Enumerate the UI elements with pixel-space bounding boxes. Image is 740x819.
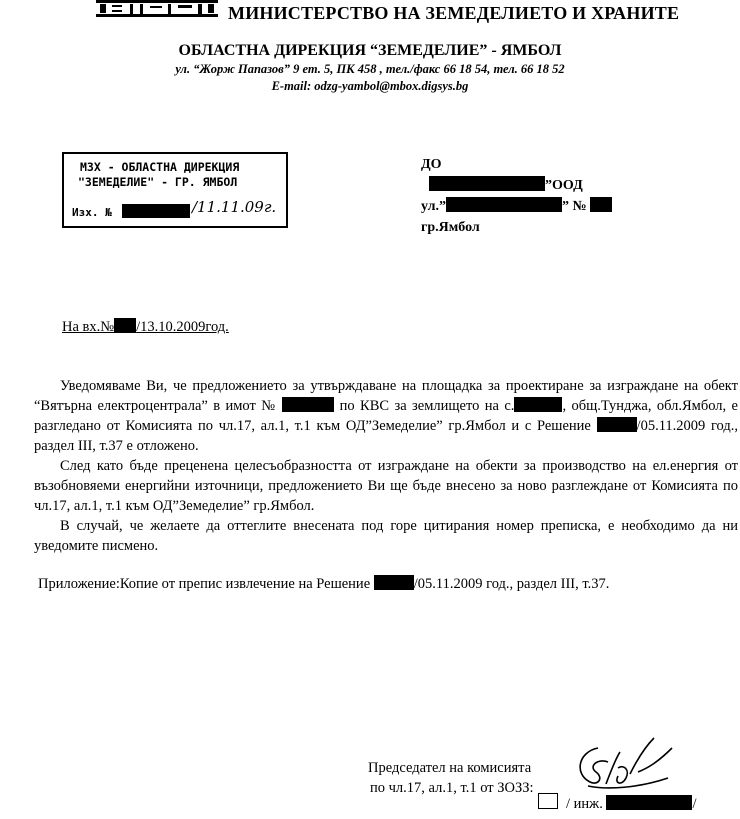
body-paragraph-2: След като бъде преценена целесъобразността от изграждане на обекти за производство на ел.енергия от възобновяеми енергийни източници, предложението Ви ще бъде внесено за ново разглеждане от Комисията по чл.17, ал.1, т.1 към ОД”Земеделие” гр.Ямбол. [34, 458, 738, 514]
body-p1-part-c: , общ.Тунджа, обл.Ямбол, е разгледано от Комисията по чл.17, ал.1, т.1 към ОД”Земеделие” гр.Ямбол и с Решение [34, 398, 738, 434]
body-p1-part-a: Уведомяваме Ви, че предложението за утвърждаване на площадка за проектиране за изграждане на обект “Вятърна електроцентрала” в имот № [34, 378, 738, 414]
stamp-number-row [72, 204, 190, 219]
signatory-basis: по чл.17, ал.1, т.1 от ЗОЗЗ: [370, 780, 534, 796]
recipient-company [421, 175, 612, 196]
recipient-street-suffix: ” № [562, 199, 587, 214]
redaction-bar [514, 397, 562, 412]
stamp-line-2: "ЗЕМЕДЕЛИЕ" - ГР. ЯМБОЛ [78, 175, 238, 189]
recipient-to-label: ДО [421, 157, 442, 172]
recipient-company-suffix: ”ООД [545, 178, 583, 193]
recipient-city: гр.Ямбол [421, 220, 480, 235]
redaction-bar [606, 795, 692, 810]
engineer-name-line [566, 795, 696, 813]
redaction-bar [374, 575, 414, 590]
redaction-bar [114, 318, 136, 333]
redaction-bar [446, 197, 562, 212]
redaction-bar [590, 197, 612, 212]
department-name: ОБЛАСТНА ДИРЕКЦИЯ “ЗЕМЕДЕЛИЕ” - ЯМБОЛ [178, 42, 562, 59]
body-p1-part-d: /05.11.2009 год., раздел III, т.37 е отложено. [34, 418, 739, 454]
redaction-bar [597, 417, 637, 432]
handwritten-signature-icon [568, 728, 678, 798]
department-email: E-mail: odzg-yambol@mbox.digsys.bg [271, 79, 469, 93]
recipient-street-prefix: ул.” [421, 199, 447, 214]
redaction-bar [429, 176, 545, 191]
body-paragraph-1 [34, 376, 738, 456]
annex-prefix: Приложение:Копие от препис извлечение на Решение [38, 576, 371, 592]
redaction-bar [122, 204, 190, 218]
ministry-name: МИНИСТЕРСТВО НА ЗЕМЕДЕЛИЕТО И ХРАНИТЕ [228, 3, 680, 23]
registration-stamp [62, 152, 288, 228]
stamp-number-label: Изх. № [72, 206, 112, 219]
reference-prefix: На вх.№ [62, 319, 115, 335]
engineer-prefix: / инж. [566, 796, 603, 812]
letter-body [34, 376, 738, 556]
signatory-title: Председател на комисията [368, 760, 532, 776]
stamp-handwritten-date: /11.11.09г. [192, 198, 277, 216]
recipient-street [421, 196, 612, 217]
annex-line [38, 575, 609, 593]
body-p1-part-b: по КВС за землището на с. [339, 398, 515, 414]
engineer-suffix: / [692, 796, 697, 812]
signature-block [368, 758, 534, 798]
reference-suffix: /13.10.2009год. [136, 319, 229, 335]
reference-line [62, 318, 229, 336]
redaction-bar [282, 397, 334, 412]
ministry-emblem [96, 0, 218, 18]
body-paragraph-3: В случай, че желаете да оттеглите внесената под горе цитирания номер преписка, е необходимо да ни уведомите писмено. [34, 518, 738, 554]
stamp-line-1: МЗХ - ОБЛАСТНА ДИРЕКЦИЯ [80, 160, 240, 174]
small-stamp-box [538, 793, 558, 809]
annex-suffix: /05.11.2009 год., раздел III, т.37. [413, 576, 610, 592]
department-address: ул. “Жорж Папазов” 9 ет. 5, ПК 458 , тел./факс 66 18 54, тел. 66 18 52 [175, 62, 565, 76]
recipient-block [421, 154, 612, 238]
